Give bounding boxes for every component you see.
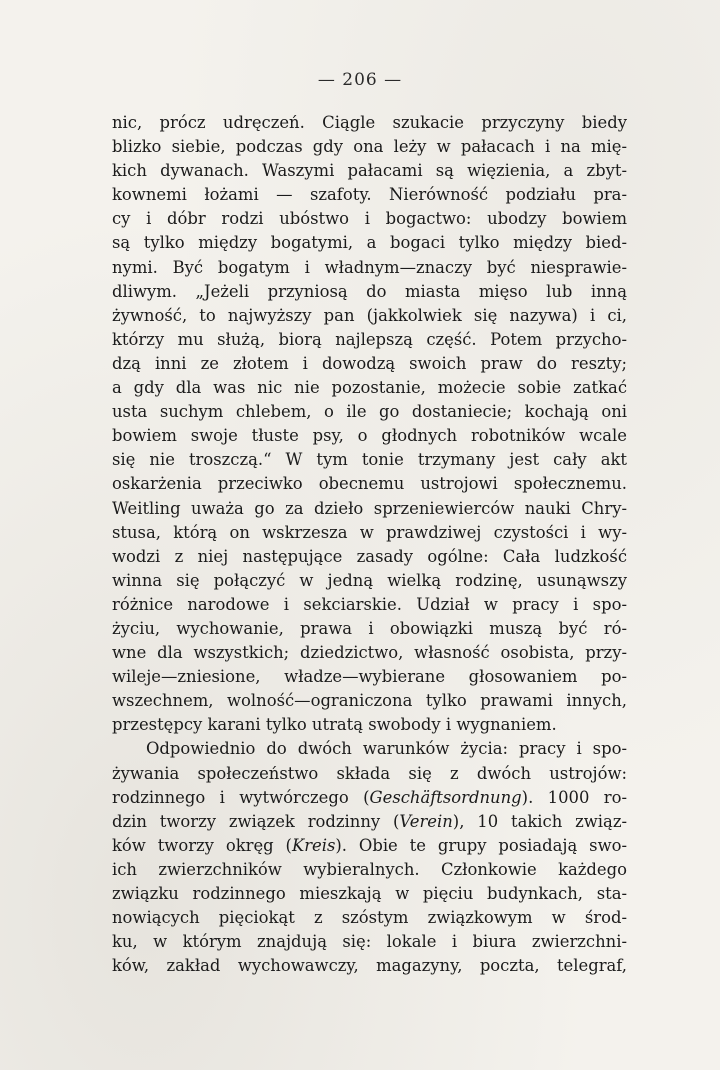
text-line: przestępcy karani tylko utratą swobody i wygnaniem.	[112, 715, 557, 735]
text-segment: ). Obie te grupy posiadają swo-	[335, 835, 627, 855]
text-line: wne dla wszystkich; dziedzictwo, własność osobista, przy-	[112, 643, 627, 663]
text-line: różnice narodowe i sekciarskie. Udział w pracy i spo-	[112, 594, 627, 614]
text-line: winna się połączyć w jedną wielką rodzinę, usunąwszy	[112, 570, 627, 590]
text-line: się nie troszczą.“ W tym tonie trzymany jest cały akt	[112, 450, 627, 470]
german-term: Geschäftsordnung	[369, 787, 522, 807]
text-segment: ). 1000 ro-	[521, 787, 627, 807]
text-line: a gdy dla was nic nie pozostanie, możecie sobie zatkać	[112, 378, 627, 398]
text-line	[112, 810, 627, 834]
text-line: dzą inni ze złotem i dowodzą swoich praw do reszty;	[112, 353, 627, 373]
text-line: wileje—zniesione, władze—wybierane głosowaniem po-	[112, 667, 627, 687]
text-line: Weitling uważa go za dzieło sprzeniewierców nauki Chry-	[112, 498, 627, 518]
text-segment: ków tworzy okręg (	[112, 835, 292, 855]
text-line: bowiem swoje tłuste psy, o głodnych robotników wcale	[112, 426, 627, 446]
text-line: stusa, którą on wskrzesza w prawdziwej czystości i wy-	[112, 522, 627, 542]
text-line: kich dywanach. Waszymi pałacami są więzienia, a zbyt-	[112, 161, 627, 181]
page-number: — 206 —	[317, 70, 403, 90]
text-line: życiu, wychowanie, prawa i obowiązki muszą być ró-	[112, 618, 627, 638]
text-line: żywność, to najwyższy pan (jakkolwiek się nazywa) i ci,	[112, 305, 627, 325]
text-line: blizko siebie, podczas gdy ona leży w pałacach i na mię-	[112, 137, 627, 157]
text-line: ich zwierzchników wybieralnych. Członkowie każdego	[112, 859, 627, 879]
text-segment: dzin tworzy związek rodzinny (	[112, 811, 400, 831]
paragraph-2	[112, 737, 627, 978]
text-line	[112, 834, 627, 858]
text-line: nowiących pięciokąt z szóstym związkowym w środ-	[112, 908, 627, 928]
text-line: wszechnem, wolność—ograniczona tylko prawami innych,	[112, 691, 627, 711]
paragraph-1	[112, 111, 627, 737]
text-line: cy i dóbr rodzi ubóstwo i bogactwo: ubodzy bowiem	[112, 209, 627, 229]
text-body	[112, 111, 627, 978]
text-line: usta suchym chlebem, o ile go dostaniecie; kochają oni	[112, 402, 627, 422]
text-line: ków, zakład wychowawczy, magazyny, poczta, telegraf,	[112, 956, 627, 976]
text-line: kownemi łożami — szafoty. Nierówność podziału pra-	[112, 185, 627, 205]
german-term: Kreis	[291, 835, 336, 855]
text-line: nic, prócz udręczeń. Ciągle szukacie przyczyny biedy	[112, 113, 627, 132]
text-line: nymi. Być bogatym i władnym—znaczy być niesprawie-	[112, 257, 627, 277]
text-segment: rodzinnego i wytwórczego (	[112, 787, 370, 807]
text-line: ku, w którym znajdują się: lokale i biura zwierzchni-	[112, 932, 627, 952]
text-line: oskarżenia przeciwko obecnemu ustrojowi społecznemu.	[112, 474, 627, 494]
text-line: którzy mu służą, biorą najlepszą część. Potem przycho-	[112, 329, 627, 349]
text-line: żywania społeczeństwo składa się z dwóch ustrojów:	[112, 763, 627, 783]
text-line: są tylko między bogatymi, a bogaci tylko między bied-	[112, 233, 627, 253]
text-line: Odpowiednio do dwóch warunków życia: pracy i spo-	[146, 739, 627, 759]
text-line: wodzi z niej następujące zasady ogólne: Cała ludzkość	[112, 546, 627, 566]
text-segment: ), 10 takich związ-	[452, 811, 627, 831]
german-term: Verein	[399, 811, 453, 831]
text-line: dliwym. „Jeżeli przyniosą do miasta mięso lub inną	[112, 281, 627, 301]
text-line	[112, 786, 627, 810]
text-line: związku rodzinnego mieszkają w pięciu budynkach, sta-	[112, 884, 627, 903]
